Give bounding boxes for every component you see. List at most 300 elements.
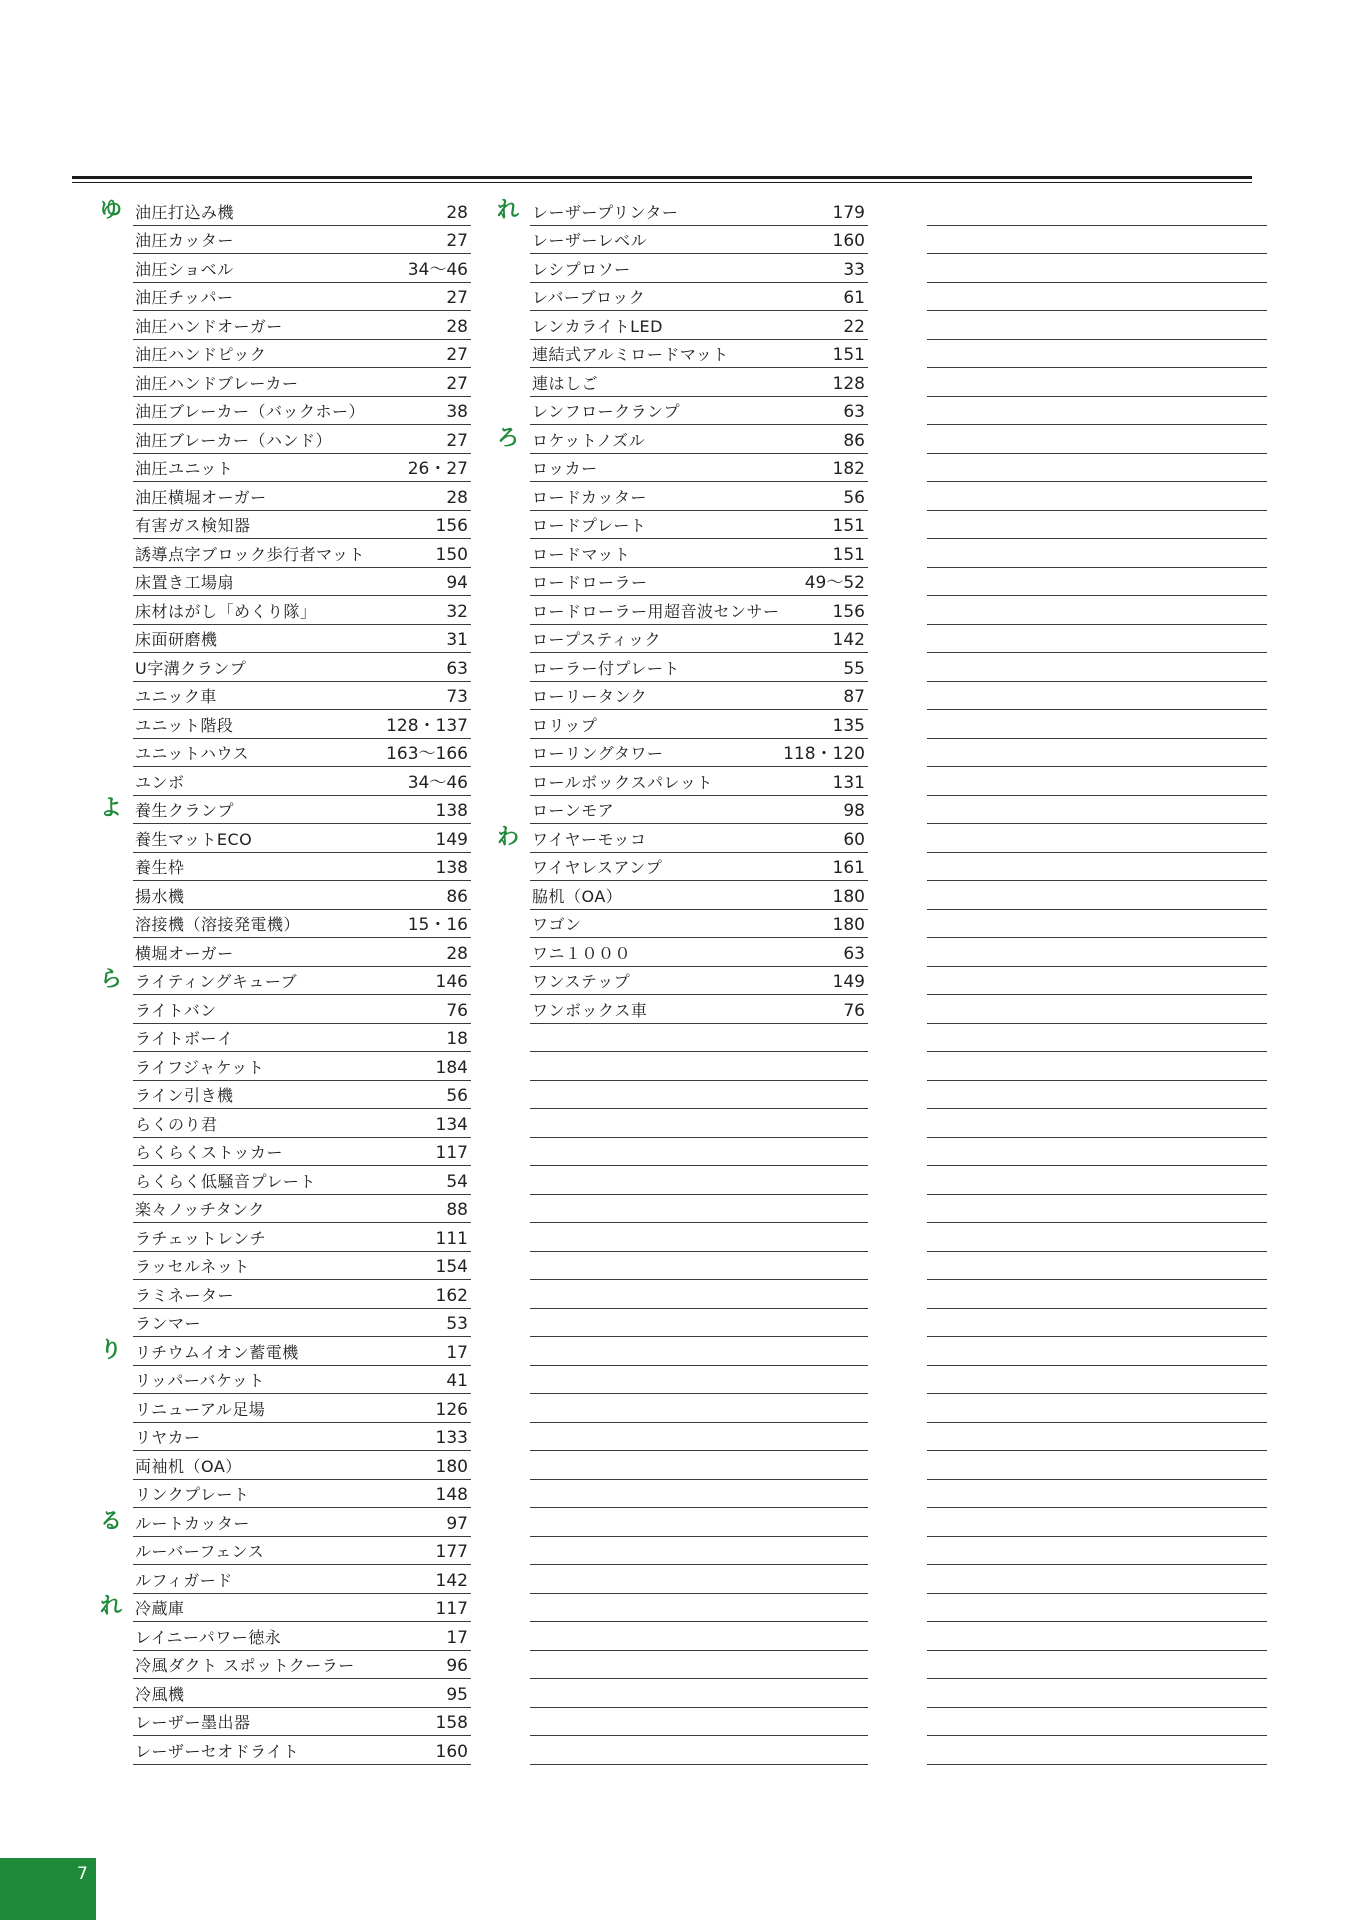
entry-page: 73 — [446, 687, 468, 707]
blank-row — [530, 1252, 868, 1281]
entry-page: 161 — [832, 858, 865, 878]
blank-row — [927, 1223, 1267, 1252]
entry-name: 溶接機（溶接発電機） — [135, 915, 301, 934]
entry-page: 86 — [843, 430, 865, 451]
entry-page: 56 — [446, 1086, 468, 1106]
entry-page: 17 — [446, 1342, 468, 1363]
entry-page: 61 — [843, 288, 865, 308]
kana-heading: ゆ — [100, 197, 123, 223]
index-entry — [133, 1679, 471, 1708]
index-entry — [530, 368, 868, 397]
entry-page: 76 — [446, 1000, 468, 1021]
entry-page: 27 — [446, 231, 468, 251]
index-entry — [530, 995, 868, 1024]
header-rule-thin — [72, 182, 1252, 183]
index-entry — [497, 425, 868, 454]
index-entry — [100, 1594, 471, 1623]
entry-page: 38 — [446, 402, 468, 422]
entry-name: ライン引き機 — [135, 1086, 234, 1105]
entry-name: ワゴン — [532, 915, 582, 934]
blank-row — [927, 1109, 1267, 1138]
index-entry — [100, 1508, 471, 1537]
index-entry — [133, 1651, 471, 1680]
blank-row — [927, 1280, 1267, 1309]
entry-name: ワニ１０００ — [532, 943, 632, 963]
index-entry — [133, 340, 471, 369]
entry-name: ワンボックス車 — [532, 1000, 648, 1020]
entry-page: 180 — [435, 1456, 468, 1477]
entry-name: ユニット階段 — [135, 715, 234, 735]
blank-row — [530, 1480, 868, 1509]
blank-row — [927, 1366, 1267, 1395]
blank-row — [927, 881, 1267, 910]
blank-row — [530, 1309, 868, 1338]
index-entry — [100, 197, 471, 226]
index-entry — [133, 1736, 471, 1765]
kana-heading: ら — [100, 967, 123, 992]
index-entry — [133, 853, 471, 882]
entry-page: 148 — [435, 1485, 468, 1505]
entry-page: 26・27 — [407, 459, 468, 479]
index-entry — [133, 1708, 471, 1737]
blank-row — [927, 1166, 1267, 1195]
blank-row — [927, 910, 1267, 939]
entry-name: レンフロークランプ — [532, 402, 681, 421]
index-entry — [530, 340, 868, 369]
entry-name: 油圧ショベル — [135, 259, 234, 279]
index-entry — [133, 1565, 471, 1594]
entry-name: ユニック車 — [135, 687, 217, 706]
index-entry — [133, 482, 471, 511]
entry-name: ワイヤーモッコ — [532, 829, 647, 849]
blank-row — [530, 1679, 868, 1708]
entry-name: 油圧ユニット — [135, 459, 234, 478]
blank-row — [927, 653, 1267, 682]
index-entry — [530, 482, 868, 511]
entry-page: 180 — [832, 886, 865, 907]
blank-row — [530, 1109, 868, 1138]
index-entry — [133, 1280, 471, 1309]
index-entry — [100, 967, 471, 996]
entry-name: ライトバン — [135, 1000, 217, 1020]
kana-heading: れ — [100, 1594, 123, 1619]
entry-name: らくらく低騒音プレート — [135, 1171, 316, 1191]
entry-name: 床面研磨機 — [135, 630, 218, 649]
entry-page: 56 — [843, 487, 865, 508]
blank-row — [927, 1081, 1267, 1110]
entry-name: レーザー墨出器 — [135, 1713, 251, 1732]
entry-page: 128・137 — [386, 715, 468, 736]
index-entry — [133, 1195, 471, 1224]
index-entry — [530, 739, 868, 768]
entry-page: 151 — [832, 516, 865, 536]
blank-row — [927, 682, 1267, 711]
index-entry — [133, 283, 471, 312]
entry-name: 油圧ブレーカー（バックホー） — [135, 402, 366, 421]
entry-name: ユンボ — [135, 772, 185, 792]
index-entry — [530, 910, 868, 939]
index-entry — [133, 311, 471, 340]
blank-row — [927, 1451, 1267, 1480]
entry-page: 63 — [446, 658, 468, 679]
entry-page: 34〜46 — [407, 772, 468, 793]
entry-name: ローンモア — [532, 801, 615, 820]
blank-row — [927, 1736, 1267, 1765]
entry-page: 160 — [435, 1741, 468, 1762]
entry-page: 162 — [435, 1285, 468, 1306]
blank-row — [530, 1423, 868, 1452]
index-entry — [530, 311, 868, 340]
entry-page: 97 — [446, 1513, 468, 1534]
entry-page: 154 — [435, 1257, 468, 1277]
entry-page: 138 — [435, 858, 468, 878]
entry-page: 184 — [435, 1057, 468, 1078]
header-rule — [72, 176, 1252, 179]
entry-name: らくらくストッカー — [135, 1143, 284, 1162]
blank-row — [530, 1622, 868, 1651]
entry-page: 27 — [446, 430, 468, 451]
index-entry — [530, 938, 868, 967]
entry-page: 135 — [832, 715, 865, 736]
index-entry — [133, 226, 471, 255]
blank-row — [927, 853, 1267, 882]
index-entry — [133, 1166, 471, 1195]
index-entry — [133, 1423, 471, 1452]
entry-name: ロードカッター — [532, 487, 647, 507]
blank-row — [927, 796, 1267, 825]
entry-page: 111 — [435, 1228, 468, 1249]
entry-name: リッパーバケット — [135, 1371, 265, 1390]
index-entry — [530, 625, 868, 654]
entry-name: 養生マットECO — [135, 829, 253, 849]
index-entry — [133, 1252, 471, 1281]
entry-page: 117 — [435, 1143, 468, 1163]
entry-name: ロッカー — [532, 459, 598, 478]
entry-name: 有害ガス検知器 — [135, 516, 251, 535]
index-entry — [530, 710, 868, 739]
blank-row — [927, 1052, 1267, 1081]
blank-row — [927, 340, 1267, 369]
entry-name: ライフジャケット — [135, 1057, 265, 1077]
index-entry — [133, 1622, 471, 1651]
entry-name: リヤカー — [135, 1428, 201, 1447]
entry-name: 油圧ハンドオーガー — [135, 316, 283, 336]
blank-row — [530, 1508, 868, 1537]
index-entry — [133, 824, 471, 853]
entry-name: 冷風ダクト スポットクーラー — [135, 1656, 355, 1675]
entry-page: 60 — [843, 829, 865, 850]
entry-page: 18 — [446, 1029, 468, 1049]
entry-name: ライティングキューブ — [135, 972, 298, 991]
entry-page: 76 — [843, 1000, 865, 1021]
index-entry — [133, 1394, 471, 1423]
blank-row — [927, 1423, 1267, 1452]
entry-name: ワンステップ — [532, 972, 631, 991]
index-entry — [530, 539, 868, 568]
blank-row — [530, 1708, 868, 1737]
entry-name: ローリータンク — [532, 687, 648, 706]
blank-row — [927, 767, 1267, 796]
blank-row — [530, 1451, 868, 1480]
blank-row — [530, 1280, 868, 1309]
index-column-3 — [927, 197, 1267, 1765]
index-entry — [133, 568, 471, 597]
index-entry — [133, 1309, 471, 1338]
index-entry — [133, 1480, 471, 1509]
entry-name: 横堀オーガー — [135, 943, 234, 963]
blank-row — [927, 1565, 1267, 1594]
index-column-2 — [497, 197, 868, 1765]
entry-name: ラミネーター — [135, 1285, 235, 1305]
index-entry — [133, 425, 471, 454]
entry-page: 138 — [435, 801, 468, 821]
blank-row — [927, 967, 1267, 996]
entry-page: 34〜46 — [407, 259, 468, 280]
entry-page: 86 — [446, 886, 468, 907]
blank-row — [927, 596, 1267, 625]
blank-row — [530, 1138, 868, 1167]
index-entry — [133, 1052, 471, 1081]
index-entry — [133, 881, 471, 910]
blank-row — [927, 539, 1267, 568]
index-entry — [133, 397, 471, 426]
index-entry — [133, 511, 471, 540]
blank-row — [927, 1480, 1267, 1509]
blank-row — [927, 1508, 1267, 1537]
entry-page: 41 — [446, 1371, 468, 1391]
entry-name: ランマー — [135, 1314, 202, 1333]
blank-row — [927, 1138, 1267, 1167]
entry-name: ローラー付プレート — [532, 658, 680, 678]
index-entry — [530, 853, 868, 882]
blank-row — [927, 1537, 1267, 1566]
index-entry — [100, 796, 471, 825]
blank-row — [927, 454, 1267, 483]
entry-name: U字溝クランプ — [135, 658, 247, 678]
blank-row — [530, 1166, 868, 1195]
entry-name: ルートカッター — [135, 1513, 250, 1533]
entry-page: 149 — [435, 829, 468, 850]
entry-name: レーザープリンター — [532, 202, 679, 222]
entry-name: ラッセルネット — [135, 1257, 250, 1276]
entry-name: 油圧チッパー — [135, 288, 234, 307]
entry-name: レシプロソー — [532, 259, 631, 279]
entry-name: らくのり君 — [135, 1114, 218, 1134]
index-entry — [133, 710, 471, 739]
entry-name: 油圧ハンドブレーカー — [135, 373, 299, 393]
entry-name: 油圧打込み機 — [135, 202, 235, 222]
blank-row — [927, 1651, 1267, 1680]
entry-page: 180 — [832, 915, 865, 935]
entry-name: 床置き工場扇 — [135, 573, 235, 592]
blank-row — [927, 568, 1267, 597]
entry-name: 両袖机（OA） — [135, 1456, 242, 1476]
entry-name: ロープスティック — [532, 630, 661, 649]
entry-name: ロールボックスパレット — [532, 772, 713, 792]
blank-row — [530, 1594, 868, 1623]
index-entry — [530, 967, 868, 996]
blank-row — [927, 710, 1267, 739]
index-entry — [530, 397, 868, 426]
entry-page: 156 — [832, 601, 865, 622]
entry-page: 15・16 — [407, 915, 468, 935]
entry-name: 楽々ノッチタンク — [135, 1200, 265, 1219]
entry-page: 88 — [446, 1200, 468, 1220]
index-entry — [497, 824, 868, 853]
index-entry — [133, 1451, 471, 1480]
blank-row — [927, 1679, 1267, 1708]
entry-name: 揚水機 — [135, 886, 185, 906]
entry-page: 179 — [832, 202, 865, 223]
index-entry — [133, 1537, 471, 1566]
entry-page: 98 — [843, 801, 865, 821]
blank-row — [927, 1394, 1267, 1423]
entry-page: 128 — [832, 373, 865, 394]
entry-page: 118・120 — [783, 744, 865, 764]
entry-name: 床材はがし「めくり隊」 — [135, 601, 317, 621]
blank-row — [530, 1565, 868, 1594]
index-entry — [133, 368, 471, 397]
entry-name: ラチェットレンチ — [135, 1228, 267, 1248]
entry-name: 冷風機 — [135, 1684, 185, 1704]
entry-name: 油圧横堀オーガー — [135, 487, 267, 507]
index-entry — [133, 938, 471, 967]
entry-name: 連結式アルミロードマット — [532, 345, 729, 364]
index-entry — [133, 653, 471, 682]
index-entry — [133, 1024, 471, 1053]
kana-heading: よ — [100, 796, 123, 821]
index-entry — [530, 226, 868, 255]
index-entry — [530, 767, 868, 796]
entry-name: 油圧カッター — [135, 231, 234, 250]
entry-page: 33 — [843, 259, 865, 280]
entry-name: 油圧ハンドピック — [135, 345, 267, 364]
entry-page: 27 — [446, 373, 468, 394]
kana-heading: り — [100, 1337, 123, 1363]
entry-page: 28 — [446, 316, 468, 337]
entry-page: 63 — [843, 943, 865, 964]
entry-name: ローリングタワー — [532, 744, 664, 763]
kana-heading: わ — [497, 824, 520, 850]
kana-heading: る — [100, 1508, 123, 1534]
blank-row — [927, 625, 1267, 654]
blank-row — [530, 1052, 868, 1081]
index-entry — [133, 539, 471, 568]
index-entry — [133, 995, 471, 1024]
entry-page: 22 — [843, 316, 865, 337]
entry-name: リンクプレート — [135, 1485, 250, 1504]
blank-row — [927, 197, 1267, 226]
entry-page: 49〜52 — [804, 573, 865, 593]
blank-row — [927, 283, 1267, 312]
entry-page: 63 — [843, 402, 865, 422]
entry-page: 28 — [446, 487, 468, 508]
index-entry — [530, 254, 868, 283]
entry-page: 142 — [435, 1570, 468, 1591]
entry-page: 31 — [446, 630, 468, 650]
index-column-1 — [100, 197, 471, 1765]
entry-page: 17 — [446, 1627, 468, 1648]
entry-page: 28 — [446, 943, 468, 964]
blank-row — [927, 1337, 1267, 1366]
entry-page: 156 — [435, 516, 468, 536]
blank-row — [927, 1195, 1267, 1224]
entry-name: ロリップ — [532, 715, 598, 735]
blank-row — [927, 1708, 1267, 1737]
entry-name: 養生クランプ — [135, 801, 235, 820]
entry-page: 54 — [446, 1171, 468, 1192]
index-entry — [530, 283, 868, 312]
index-entry — [530, 653, 868, 682]
entry-page: 151 — [832, 345, 865, 365]
blank-row — [927, 511, 1267, 540]
entry-name: ルフィガード — [135, 1570, 233, 1590]
entry-name: ロードローラー用超音波センサー — [532, 601, 780, 621]
entry-page: 95 — [446, 1684, 468, 1705]
blank-row — [927, 1594, 1267, 1623]
blank-row — [927, 226, 1267, 255]
entry-page: 55 — [843, 658, 865, 679]
entry-page: 94 — [446, 573, 468, 593]
entry-name: ロードプレート — [532, 516, 647, 535]
blank-row — [530, 1736, 868, 1765]
entry-page: 134 — [435, 1114, 468, 1135]
entry-page: 96 — [446, 1656, 468, 1676]
entry-page: 151 — [832, 544, 865, 565]
entry-name: ワイヤレスアンプ — [532, 858, 663, 877]
index-entry — [530, 568, 868, 597]
page-number: 7 — [77, 1864, 88, 1884]
index-entry — [530, 796, 868, 825]
entry-page: 182 — [832, 459, 865, 479]
entry-name: ロードマット — [532, 544, 631, 564]
entry-page: 142 — [832, 630, 865, 650]
blank-row — [927, 824, 1267, 853]
index-entry — [133, 596, 471, 625]
entry-page: 117 — [435, 1599, 468, 1619]
blank-row — [927, 425, 1267, 454]
blank-row — [927, 254, 1267, 283]
index-entry — [133, 1223, 471, 1252]
entry-name: ロケットノズル — [532, 430, 646, 450]
blank-row — [927, 1622, 1267, 1651]
entry-name: レーザーレベル — [532, 231, 648, 250]
blank-row — [530, 1537, 868, 1566]
blank-row — [530, 1081, 868, 1110]
entry-page: 158 — [435, 1713, 468, 1733]
entry-name: レーザーセオドライト — [135, 1741, 300, 1761]
index-entry — [530, 682, 868, 711]
entry-page: 163〜166 — [386, 744, 468, 764]
index-entry — [530, 454, 868, 483]
index-entry — [133, 1138, 471, 1167]
index-entry — [133, 1081, 471, 1110]
entry-page: 126 — [435, 1399, 468, 1420]
index-entry — [133, 767, 471, 796]
blank-row — [530, 1337, 868, 1366]
blank-row — [530, 1024, 868, 1053]
entry-page: 87 — [843, 687, 865, 707]
index-entry — [133, 682, 471, 711]
entry-page: 133 — [435, 1428, 468, 1448]
entry-page: 177 — [435, 1542, 468, 1562]
blank-row — [530, 1195, 868, 1224]
index-entry — [133, 1109, 471, 1138]
index-entry — [530, 596, 868, 625]
entry-name: レンカライトLED — [532, 316, 663, 336]
blank-row — [927, 311, 1267, 340]
entry-name: 誘導点字ブロック歩行者マット — [135, 544, 366, 564]
